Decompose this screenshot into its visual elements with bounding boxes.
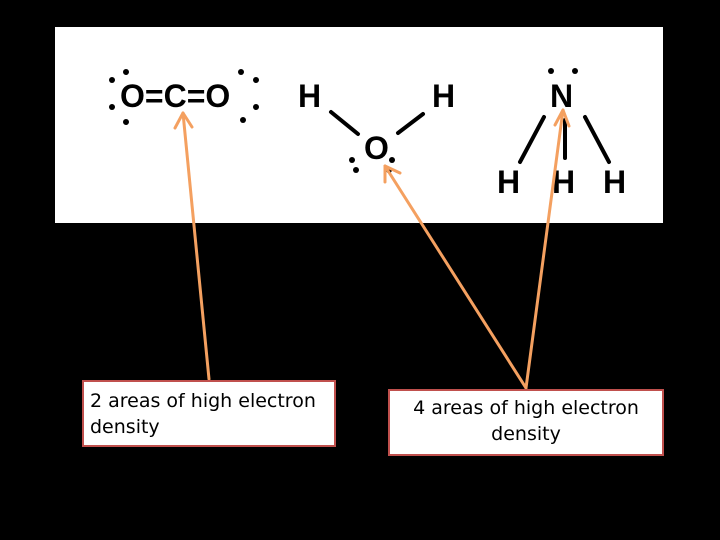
ammonia-h3: H xyxy=(603,164,627,200)
co2-formula: O=C=O xyxy=(120,78,231,114)
label-right-text: 4 areas of high electron density xyxy=(413,397,639,445)
water-h-left: H xyxy=(298,78,322,114)
electron-dot xyxy=(349,157,355,163)
water-h-right: H xyxy=(432,78,456,114)
arrow-water-shaft xyxy=(385,166,526,388)
ammonia-h1: H xyxy=(497,164,521,200)
ammonia-bond-left xyxy=(520,117,544,162)
electron-dot xyxy=(240,117,246,123)
ammonia-h2: H xyxy=(552,164,576,200)
electron-dot xyxy=(123,69,129,75)
ammonia-bond-right xyxy=(585,117,609,162)
label-left-text: 2 areas of high electron density xyxy=(90,390,316,438)
water-bond-right xyxy=(398,114,423,133)
electron-dot xyxy=(123,119,129,125)
label-box-right xyxy=(388,389,664,456)
arrows xyxy=(175,110,569,388)
water-o: O xyxy=(364,130,389,166)
electron-dot xyxy=(572,68,578,74)
electron-dot xyxy=(253,104,259,110)
electron-dot xyxy=(109,104,115,110)
electron-dot xyxy=(389,157,395,163)
water-bond-left xyxy=(331,112,358,134)
electron-dot xyxy=(353,167,359,173)
ammonia-n: N xyxy=(550,78,574,114)
electron-dot xyxy=(253,77,259,83)
arrow-ammonia-shaft xyxy=(526,110,563,388)
label-box-left xyxy=(82,380,336,447)
arrow-left-shaft xyxy=(183,113,209,379)
electron-dot xyxy=(109,77,115,83)
electron-dot xyxy=(238,69,244,75)
electron-dot xyxy=(548,68,554,74)
